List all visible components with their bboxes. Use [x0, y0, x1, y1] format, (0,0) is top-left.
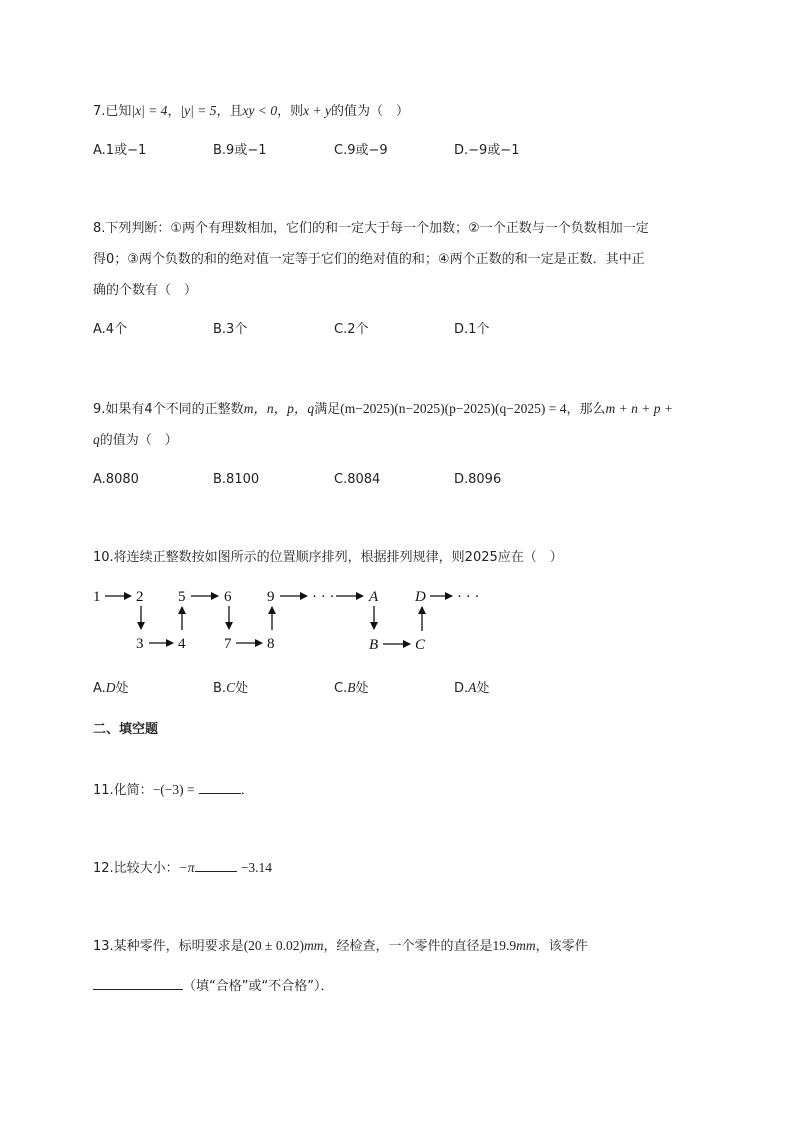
section-heading-fill-in-blank: 二、填空题: [93, 722, 159, 737]
question-12: 12.比较大小：−π −3.14: [93, 860, 272, 876]
diagram-label-b: B: [369, 637, 379, 653]
question-9-line-1: 9.如果有4个不同的正整数m，n，p，q满足(m−2025)(n−2025)(p−2025)(q−2025) = 4，那么m + n + p +: [93, 401, 673, 417]
q10-option-a[interactable]: A.D处: [93, 680, 129, 696]
question-8-line-3: 确的个数有（ ）: [93, 283, 198, 298]
diagram-ellipsis-1: · · ·: [312, 589, 335, 605]
diagram-number-4: 4: [178, 636, 186, 652]
question-13-line-1: 13.某种零件，标明要求是(20 ± 0.02)mm，经检查，一个零件的直径是19.9mm，该零件: [93, 938, 588, 954]
q8-option-a[interactable]: A.4个: [93, 322, 128, 337]
q7-option-b[interactable]: B.9或−1: [213, 143, 267, 158]
diagram-number-8: 8: [267, 636, 275, 652]
diagram-number-9: 9: [267, 589, 275, 605]
diagram-label-c: C: [415, 637, 426, 653]
q12-answer-blank[interactable]: [195, 859, 237, 872]
q11-answer-blank[interactable]: [199, 781, 241, 794]
q13-answer-blank[interactable]: [93, 977, 183, 990]
question-10-stem: 10.将连续正整数按如图所示的位置顺序排列，根据排列规律，则2025应在（ ）: [93, 550, 563, 565]
diagram-label-a: A: [369, 589, 379, 605]
q9-option-b[interactable]: B.8100: [213, 472, 260, 487]
question-13-line-2: （填“合格”或“不合格”）．: [93, 977, 333, 996]
diagram-label-d: D: [415, 589, 426, 605]
diagram-number-1: 1: [93, 589, 101, 605]
question-8-line-2: 得0；③两个负数的和的绝对值一定等于它们的绝对值的和；④两个正数的和一定是正数．其中正: [93, 252, 645, 267]
question-7-stem: 7.已知|x| = 4，|y| = 5，且xy < 0，则x + y的值为（ ）: [93, 103, 409, 119]
q7-option-d[interactable]: D.−9或−1: [454, 143, 520, 158]
q9-option-d[interactable]: D.8096: [454, 472, 502, 487]
q7-option-c[interactable]: C.9或−9: [334, 143, 388, 158]
diagram-number-5: 5: [178, 589, 186, 605]
q9-option-c[interactable]: C.8084: [334, 472, 381, 487]
diagram-number-2: 2: [136, 589, 144, 605]
diagram-number-7: 7: [224, 636, 232, 652]
diagram-number-6: 6: [224, 589, 232, 605]
number-arrangement-diagram: [85, 585, 505, 665]
question-11: 11.化简：−(−3) = ．: [93, 782, 254, 798]
q7-option-a[interactable]: A.1或−1: [93, 143, 147, 158]
diagram-number-3: 3: [136, 636, 144, 652]
q10-option-d[interactable]: D.A处: [454, 680, 490, 696]
diagram-ellipsis-2: · · ·: [457, 589, 480, 605]
q8-option-d[interactable]: D.1个: [454, 322, 490, 337]
question-8-line-1: 8.下列判断：①两个有理数相加，它们的和一定大于每一个加数；②一个正数与一个负数相加一定: [93, 221, 649, 236]
q10-option-c[interactable]: C.B处: [334, 680, 369, 696]
question-9-line-2: q的值为（ ）: [93, 432, 178, 448]
q10-option-b[interactable]: B.C处: [213, 680, 249, 696]
q8-option-c[interactable]: C.2个: [334, 322, 369, 337]
q9-option-a[interactable]: A.8080: [93, 472, 139, 487]
q8-option-b[interactable]: B.3个: [213, 322, 248, 337]
